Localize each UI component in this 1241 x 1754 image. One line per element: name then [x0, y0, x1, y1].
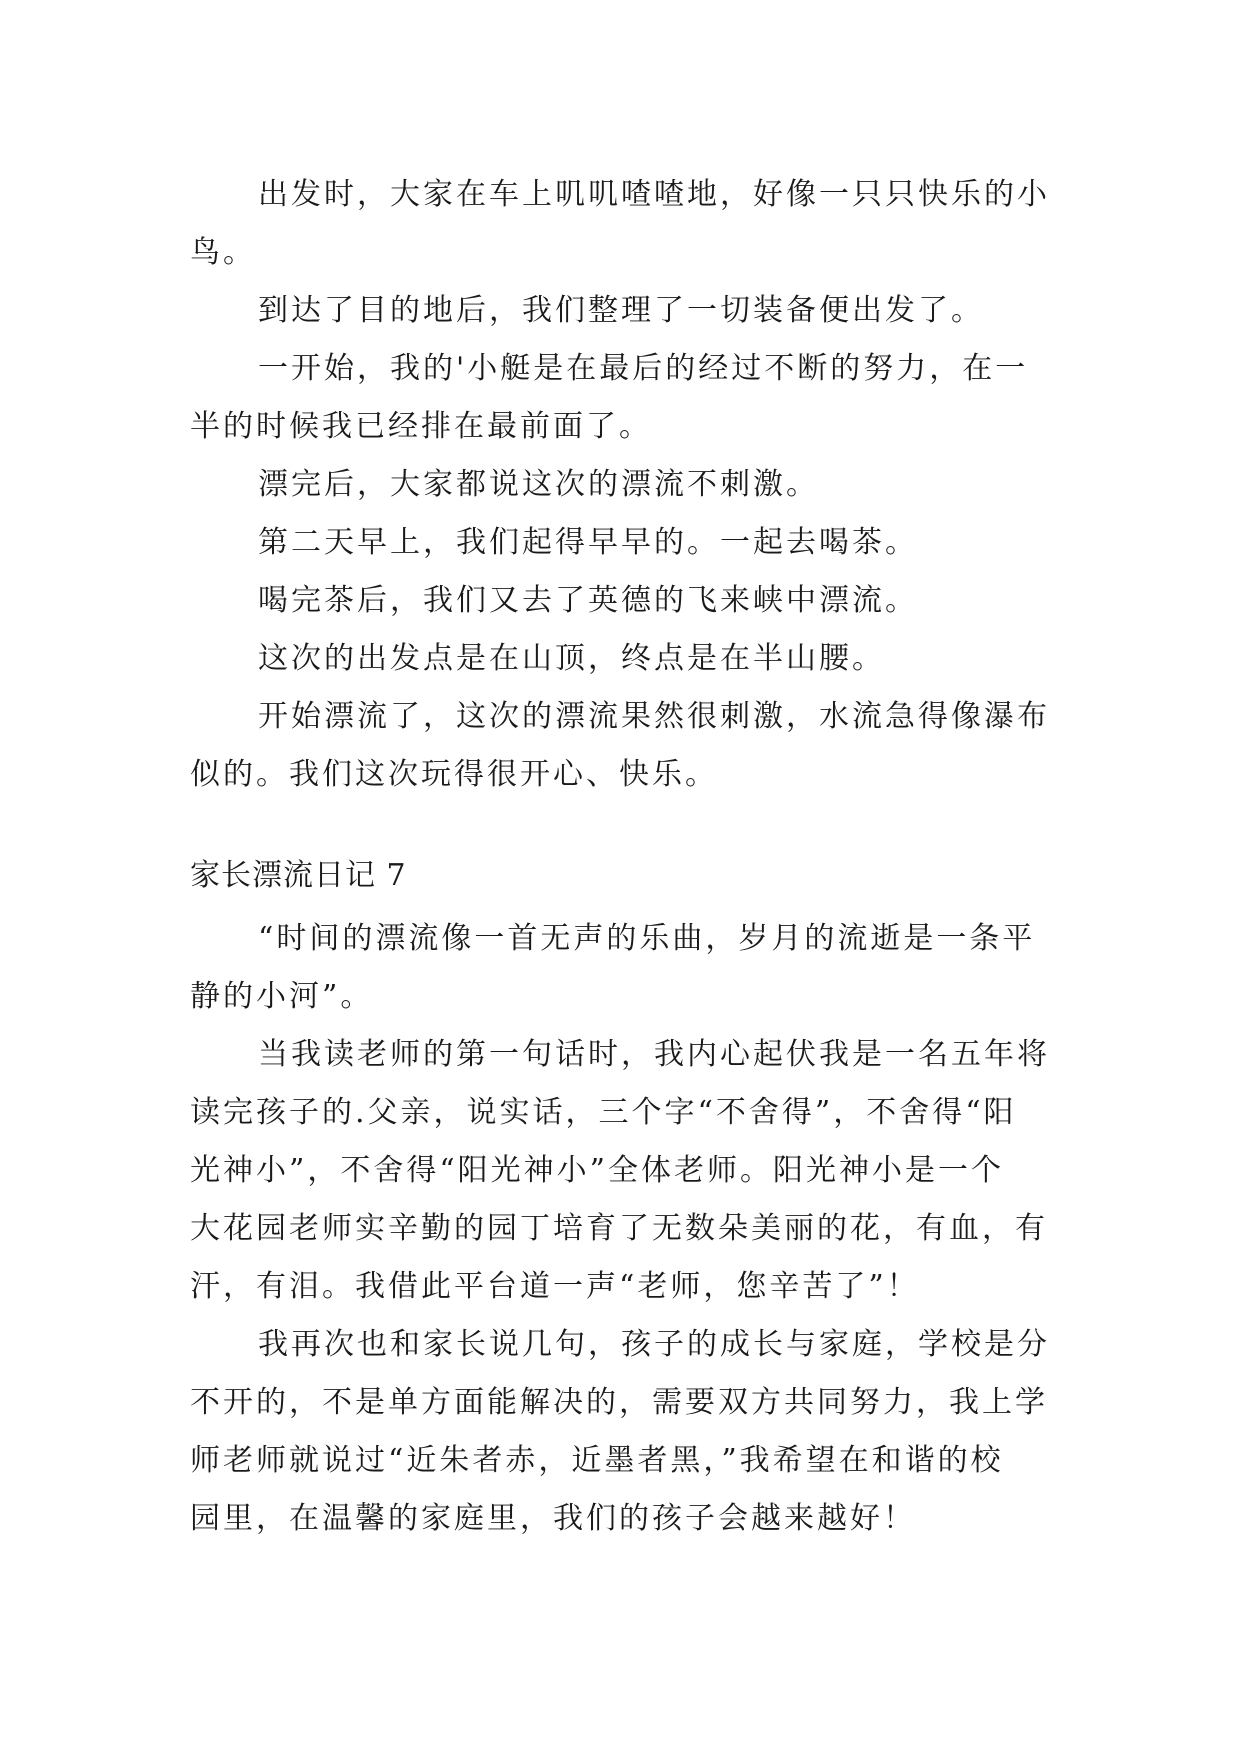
text-line: 静的小河”。 — [190, 979, 374, 1014]
text-line: 第二天早上，我们起得早早的。一起去喝茶。 — [258, 525, 918, 560]
paragraph — [190, 688, 1050, 804]
text-line: 光神小”，不舍得“阳光神小”全体老师。阳光神小是一个 — [190, 1153, 1005, 1188]
text-line: 半的时候我已经排在最前面了。 — [190, 409, 652, 444]
paragraph — [190, 166, 1050, 282]
paragraph — [190, 572, 1050, 630]
text-line: 我再次也和家长说几句，孩子的成长与家庭，学校是分 — [258, 1327, 1050, 1362]
text-line: 读完孩子的.父亲，说实话，三个字“不舍得”，不舍得“阳 — [190, 1095, 1017, 1130]
paragraph — [190, 456, 1050, 514]
section-1-body — [190, 166, 1050, 804]
text-line: 大花园老师实辛勤的园丁培育了无数朵美丽的花，有血，有 — [190, 1211, 1048, 1246]
paragraph — [190, 630, 1050, 688]
text-line: 到达了目的地后，我们整理了一切装备便出发了。 — [258, 293, 984, 328]
text-line: 鸟。 — [190, 235, 256, 270]
text-line: 出发时，大家在车上叽叽喳喳地，好像一只只快乐的小 — [258, 177, 1050, 212]
paragraph — [190, 910, 1050, 1026]
text-line: 当我读老师的第一句话时，我内心起伏我是一名五年将 — [258, 1037, 1050, 1072]
text-line: 不开的，不是单方面能解决的，需要双方共同努力，我上学 — [190, 1385, 1048, 1420]
text-line: 喝完茶后，我们又去了英德的飞来峡中漂流。 — [258, 583, 918, 618]
paragraph — [190, 514, 1050, 572]
text-line: 师老师就说过“近朱者赤，近墨者黑，”我希望在和谐的校 — [190, 1443, 1004, 1478]
paragraph — [190, 340, 1050, 456]
text-line: “时间的漂流像一首无声的乐曲，岁月的流逝是一条平 — [258, 921, 1036, 956]
text-line: 漂完后，大家都说这次的漂流不刺激。 — [258, 467, 819, 502]
section-2-title: 家长漂流日记 7 — [190, 858, 407, 893]
section-2-body — [190, 910, 1050, 1548]
text-line: 一开始，我的'小艇是在最后的经过不断的努力，在一 — [258, 351, 1029, 386]
text-line: 似的。我们这次玩得很开心、快乐。 — [190, 757, 718, 792]
paragraph — [190, 1026, 1050, 1316]
text-line: 汗，有泪。我借此平台道一声“老师，您辛苦了”！ — [190, 1269, 920, 1304]
text-line: 开始漂流了，这次的漂流果然很刺激，水流急得像瀑布 — [258, 699, 1050, 734]
text-line: 这次的出发点是在山顶，终点是在半山腰。 — [258, 641, 885, 676]
text-line: 园里，在温馨的家庭里，我们的孩子会越来越好！ — [190, 1501, 916, 1536]
paragraph — [190, 1316, 1050, 1548]
paragraph — [190, 282, 1050, 340]
